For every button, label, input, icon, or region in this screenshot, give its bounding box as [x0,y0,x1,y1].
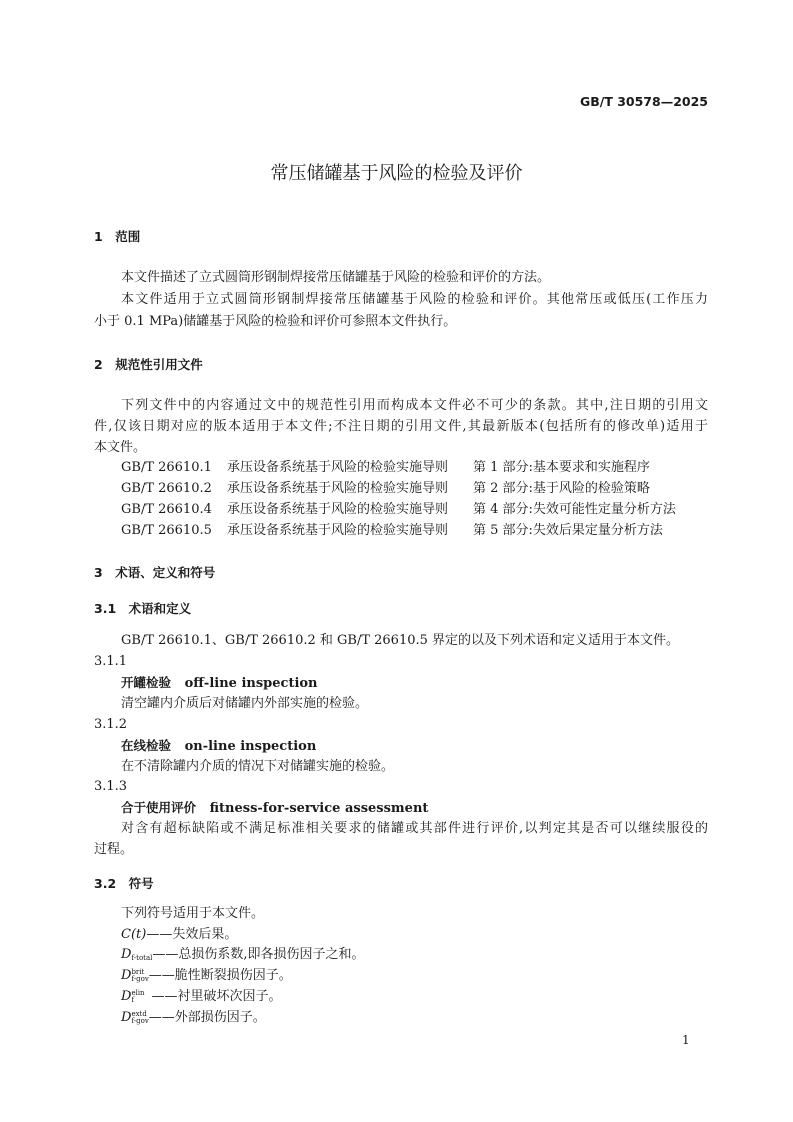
paragraph: 下列文件中的内容通过文中的规范性引用而构成本文件必不可少的条款。其中,注日期的引用文 [121,398,708,413]
section-3-2-heading: 3.2 符号 [94,876,154,891]
paragraph: GB/T 26610.1、GB/T 26610.2 和 GB/T 26610.5 界定的以及下列术语和定义适用于本文件。 [121,633,680,648]
symbol-item: Dextd f-gov——外部损伤因子。 [121,1009,266,1025]
term-number: 3.1.3 [94,779,128,794]
paragraph: 下列符号适用于本文件。 [121,906,265,921]
paragraph: 本文件。 [94,440,147,455]
term-heading: 合于使用评价 fitness-for-service assessment [121,800,429,816]
paragraph: 本文件描述了立式圆筒形钢制焊接常压储罐基于风险的检验和评价的方法。 [121,270,551,285]
standard-number: GB/T 30578—2025 [579,94,708,109]
symbol-item: Delin f ——衬里破坏次因子。 [121,988,282,1004]
term-definition: 在不清除罐内介质的情况下对储罐实施的检验。 [121,759,395,774]
term-definition: 过程。 [94,842,134,857]
reference-item: GB/T 26610.1 承压设备系统基于风险的检验实施导则 第 1 部分:基本要求和实施程序 [121,460,650,475]
term-number: 3.1.2 [94,717,128,732]
term-heading: 开罐检验 off-line inspection [121,675,318,691]
symbol-item: D f-total——总损伤系数,即各损伤因子之和。 [121,947,365,962]
symbol-item: C(t)——失效后果。 [121,927,238,942]
reference-item: GB/T 26610.5 承压设备系统基于风险的检验实施导则 第 5 部分:失效后果定量分析方法 [121,523,663,538]
term-definition: 清空罐内介质后对储罐内外部实施的检验。 [121,696,369,711]
paragraph: 件,仅该日期对应的版本适用于本文件;不注日期的引用文件,其最新版本(包括所有的修改单)适用于 [94,419,708,434]
document-title: 常压储罐基于风险的检验及评价 [270,163,523,184]
paragraph: 小于 0.1 MPa)储罐基于风险的检验和评价可参照本文件执行。 [94,314,457,329]
symbol-item: Dbrit f-gov——脆性断裂损伤因子。 [121,967,292,983]
section-3-heading: 3 术语、定义和符号 [94,565,216,580]
section-1-heading: 1 范围 [94,229,141,244]
section-2-heading: 2 规范性引用文件 [94,357,203,372]
term-number: 3.1.1 [94,654,128,669]
page-number: 1 [682,1033,690,1047]
reference-item: GB/T 26610.4 承压设备系统基于风险的检验实施导则 第 4 部分:失效可能性定量分析方法 [121,502,676,517]
section-3-1-heading: 3.1 术语和定义 [94,601,192,616]
reference-item: GB/T 26610.2 承压设备系统基于风险的检验实施导则 第 2 部分:基于风险的检验策略 [121,481,650,496]
term-heading: 在线检验 on-line inspection [121,738,317,754]
term-definition: 对含有超标缺陷或不满足标准相关要求的储罐或其部件进行评价,以判定其是否可以继续服役的 [121,821,708,836]
paragraph: 本文件适用于立式圆筒形钢制焊接常压储罐基于风险的检验和评价。其他常压或低压(工作压力 [121,292,708,307]
